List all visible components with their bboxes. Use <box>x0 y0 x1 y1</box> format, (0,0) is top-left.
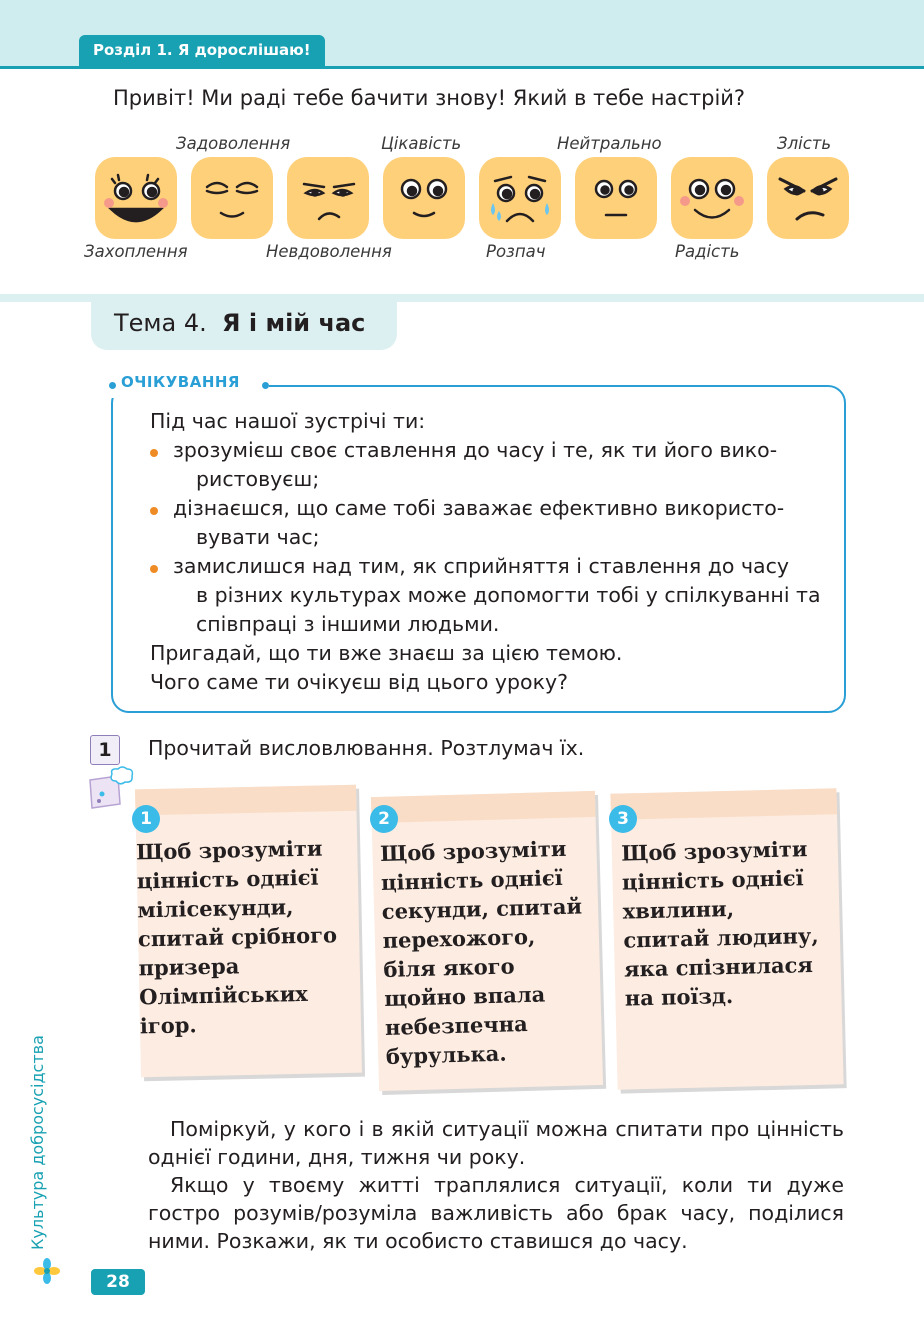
quote-line: Щоб зрозуміти <box>135 835 323 865</box>
expectation-line: співпраці з іншими людьми. <box>196 612 500 636</box>
title-dot-left <box>109 382 116 389</box>
quote-line: ігор. <box>139 1012 197 1039</box>
quote-line: перехожого, <box>382 923 536 954</box>
excited-face-icon <box>95 157 177 239</box>
quote-line: небезпечна <box>384 1010 528 1040</box>
emotion-label-anger: Злість <box>777 134 832 153</box>
emotion-label-contentment: Задоволення <box>176 134 291 153</box>
expectation-line: замислишся над тим, як сприйняття і ставлення до часу <box>173 554 790 578</box>
expectation-line: дізнаєшся, що саме тобі заважає ефективно використо- <box>173 496 785 520</box>
topic-prefix: Тема 4. <box>114 309 207 337</box>
neutral-face-icon <box>575 157 657 239</box>
quote-badge-2: 2 <box>370 805 398 833</box>
quote-line: цінність однієї <box>380 864 563 896</box>
topic-heading <box>114 306 365 340</box>
joyful-face-icon <box>671 157 753 239</box>
side-series-label: Культура добросусідства <box>28 1035 47 1250</box>
quote-line: секунди, спитай <box>381 893 583 925</box>
angry-face-icon <box>767 157 849 239</box>
expectation-item <box>150 494 830 552</box>
quote-line: яка спізнилася <box>623 952 814 982</box>
expectation-line: зрозумієш своє ставлення до часу і те, як ти його вико- <box>173 438 778 462</box>
quote-line: Щоб зрозуміти <box>620 836 808 866</box>
quote-line: спитай срібного <box>137 922 338 952</box>
quote-line: хвилини, <box>622 895 735 924</box>
greeting-text: Привіт! Ми раді тебе бачити знову! Який в тебе настрій? <box>113 86 746 110</box>
quote-text-3 <box>621 833 840 1012</box>
flower-logo-icon <box>34 1258 60 1284</box>
quote-line: цінність однієї <box>621 865 804 895</box>
quote-badge-1: 1 <box>132 805 160 833</box>
reflection-text <box>148 1115 844 1255</box>
expectation-line: в різних культурах може допомогти тобі у спілкуванні та <box>196 583 821 607</box>
expectation-item <box>150 552 830 639</box>
expectation-line: ристовуєш; <box>196 467 320 491</box>
emotion-label-neutral: Нейтрально <box>557 134 662 153</box>
quote-line: щойно впала <box>383 981 546 1011</box>
paragraph: Якщо у твоєму житті траплялися ситуації, коли ти дуже гостро розумів/розуміла важливість або брак часу, поділися ними. Розкажи, як ти особисто ставишся до часу. <box>148 1173 844 1253</box>
curious-face-icon <box>383 157 465 239</box>
crying-face-icon <box>479 157 561 239</box>
expectations-body <box>150 407 830 697</box>
quote-line: Щоб зрозуміти <box>379 835 567 867</box>
emotion-label-displeasure: Невдоволення <box>266 242 392 261</box>
discussion-icon <box>88 766 134 810</box>
quote-text-2 <box>380 833 601 1071</box>
expectations-outro: Пригадай, що ти вже знаєш за цією темою. <box>150 641 623 665</box>
expectations-question: Чого саме ти очікуєш від цього уроку? <box>150 670 568 694</box>
expectation-item <box>150 436 830 494</box>
task-instruction: Прочитай висловлювання. Розтлумач їх. <box>148 736 585 760</box>
quote-line: мілісекунди, <box>137 894 294 923</box>
content-face-icon <box>191 157 273 239</box>
chapter-tab: Розділ 1. Я дорослішаю! <box>79 35 325 66</box>
paragraph: Поміркуй, у кого і в якій ситуації можна спитати про цінність однієї години, дня, тижня чи року. <box>148 1117 844 1169</box>
quote-line: спитай людину, <box>623 922 819 953</box>
expectations-title: ОЧІКУВАННЯ <box>121 373 240 391</box>
emotion-label-curiosity: Цікавість <box>381 134 462 153</box>
title-dot-right <box>262 382 269 389</box>
quote-line: бурулька. <box>385 1040 507 1069</box>
page-number: 28 <box>91 1269 145 1295</box>
emotion-label-despair: Розпач <box>486 242 546 261</box>
quote-badge-3: 3 <box>609 805 637 833</box>
quote-line: призера <box>138 953 240 981</box>
displeased-face-icon <box>287 157 369 239</box>
emotion-label-excitement: Захоплення <box>84 242 188 261</box>
emotion-label-joy: Радість <box>675 242 740 261</box>
topic-title: Я і мій час <box>222 309 366 337</box>
quote-line: Олімпійських <box>138 980 309 1010</box>
quote-line: на поїзд. <box>624 982 734 1011</box>
quote-line: цінність однієї <box>136 864 319 894</box>
quote-text-1 <box>136 833 370 1041</box>
expectations-intro: Під час нашої зустрічі ти: <box>150 409 426 433</box>
quote-line: біля якого <box>383 953 515 982</box>
expectation-line: вувати час; <box>196 525 320 549</box>
task-number: 1 <box>90 735 120 765</box>
